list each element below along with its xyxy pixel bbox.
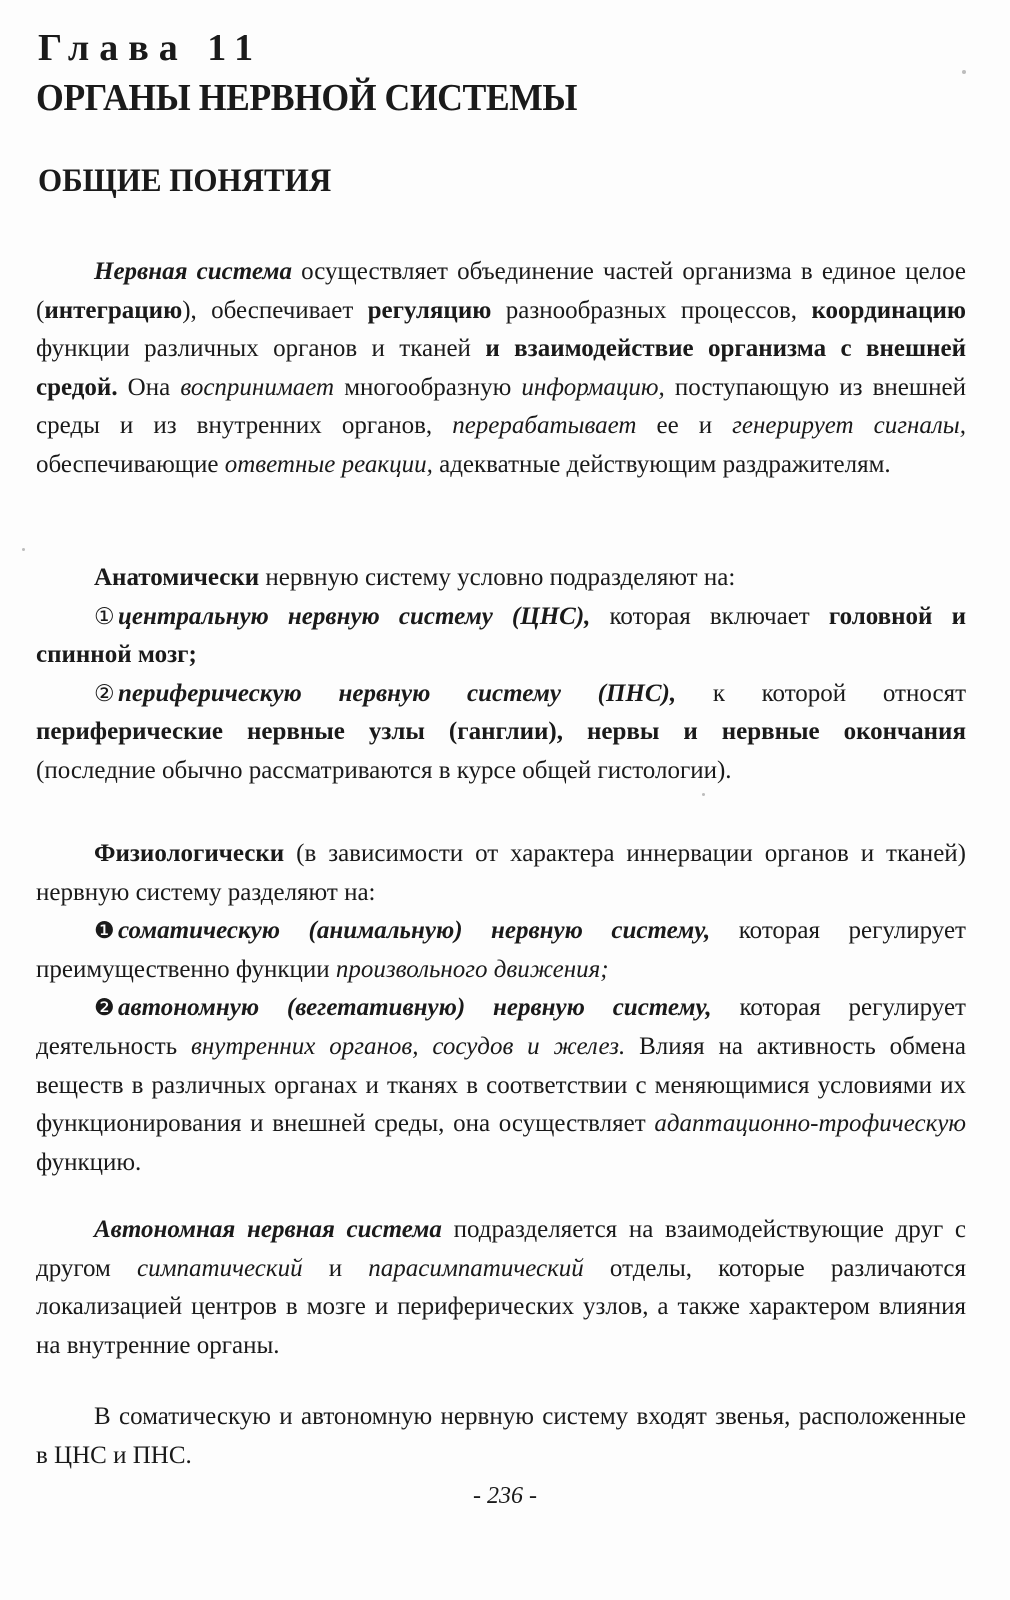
scan-speck (962, 70, 966, 74)
paragraph-text (36, 253, 966, 485)
text-run: и (302, 1254, 369, 1282)
term-signals: генерирует сигналы, (732, 412, 966, 440)
intro-paragraph (36, 253, 966, 485)
term-regulation: регуляцию (367, 296, 492, 324)
list-item (36, 598, 966, 675)
text-run: осуществляет объединение частей организма в единое целое ( (36, 258, 966, 324)
term-voluntary-movement: произвольного движения; (335, 955, 609, 983)
chapter-title: ОРГАНЫ НЕРВНОЙ СИСТЕМЫ (36, 77, 578, 119)
term-adaptive-trophic: адаптационно-трофическую (654, 1110, 966, 1138)
paragraph-text: В соматическую и автономную нервную систему входят звенья, расположенные в ЦНС и ПНС. (36, 1403, 966, 1469)
text-run: адекватные действующим раздражителям. (432, 450, 891, 478)
text-run: отделы, которые различаются локализацией центров в мозге и периферических узлов, а также характером влияния на внутренние органы. (36, 1254, 966, 1359)
term-information: информацию, (521, 373, 665, 401)
anatomy-section (36, 559, 966, 791)
physiology-section (36, 835, 966, 1182)
term-perceives: воспринимает (180, 373, 335, 401)
text-run: функцию. (36, 1148, 142, 1176)
text-run: (последние обычно рассматриваются в курсе общей гистологии). (36, 756, 732, 784)
term-pns: периферическую нервную систему (ПНС), (118, 679, 677, 707)
text-run: подразделяется на взаимодействующие друг с другом (36, 1216, 966, 1282)
filled-number-1-icon: ❶ (94, 918, 115, 944)
term-peripheral: периферические нервные узлы (ганглии), нервы и нервные окончания (36, 718, 966, 746)
text-run: функции различных органов и тканей (36, 335, 486, 363)
chapter-label: Глава 11 (38, 27, 264, 69)
page-number: - 236 - (473, 1483, 537, 1509)
number-2-icon: ② (94, 680, 115, 706)
text-run: к которой относят (676, 679, 966, 707)
autonomic-paragraph (36, 1211, 966, 1365)
text-run: Она (117, 373, 181, 401)
list-item (36, 989, 966, 1182)
text-run: разнообразных процессов, (491, 296, 812, 324)
number-1-icon: ① (94, 603, 115, 629)
term-integration: интеграцию (44, 296, 183, 324)
text-run: ее и (636, 412, 733, 440)
scan-speck (702, 793, 705, 796)
list-item (36, 912, 966, 989)
text-run: Влияя на активность обмена веществ в различных органах и тканях в соответствии с меняющимися условиями их функционирования и внешней среды, она осуществляет (36, 1032, 966, 1138)
term-parasympathetic: парасимпатический (368, 1254, 584, 1282)
text-run: (в зависимости от характера иннервации органов и тканей) нервную систему разделяют на: (36, 840, 966, 906)
term-interaction: и взаимодействие организма с внешней средой. (36, 335, 966, 401)
anatomy-intro (36, 559, 966, 598)
term-sympathetic: симпатический (137, 1254, 303, 1282)
text-run: поступающую из внешней среды и из внутренних органов, (36, 373, 967, 440)
list-item (36, 675, 966, 791)
text-run: ), обеспечивает (182, 296, 368, 324)
term-cns: центральную нервную систему (ЦНС), (118, 602, 591, 630)
text-run: которая регулирует деятельность (36, 994, 966, 1060)
filled-number-2-icon: ❷ (94, 995, 115, 1021)
term-coordination: координацию (811, 296, 966, 324)
term-somatic: соматическую (анимальную) нервную систему, (118, 917, 711, 945)
term-autonomic-system: Автономная нервная система (94, 1216, 442, 1243)
text-run: обеспечивающие (36, 450, 225, 478)
scan-speck (22, 548, 25, 551)
term-nervous-system: Нервная система (94, 258, 292, 285)
anatomy-lead: Анатомически (94, 564, 260, 591)
closing-paragraph (36, 1398, 966, 1475)
paragraph-text (36, 1211, 966, 1365)
section-title: ОБЩИЕ ПОНЯТИЯ (38, 163, 332, 199)
term-responses: ответные реакции, (224, 450, 433, 478)
term-internal-organs: внутренних органов, сосудов и желез. (191, 1032, 626, 1060)
text-run: нервную систему условно подразделяют на: (259, 564, 736, 591)
term-autonomic: автономную (вегетативную) нервную систему, (118, 994, 712, 1022)
physiology-intro (36, 835, 966, 912)
text-run: многообразную (334, 373, 522, 401)
text-run: которая включает (590, 602, 829, 630)
physiology-lead: Физиологически (94, 840, 285, 867)
text-run: которая регулирует преимущественно функции (36, 917, 966, 983)
term-processes: перерабатывает (452, 412, 637, 440)
term-brain: головной и спинной мозг; (36, 602, 966, 669)
